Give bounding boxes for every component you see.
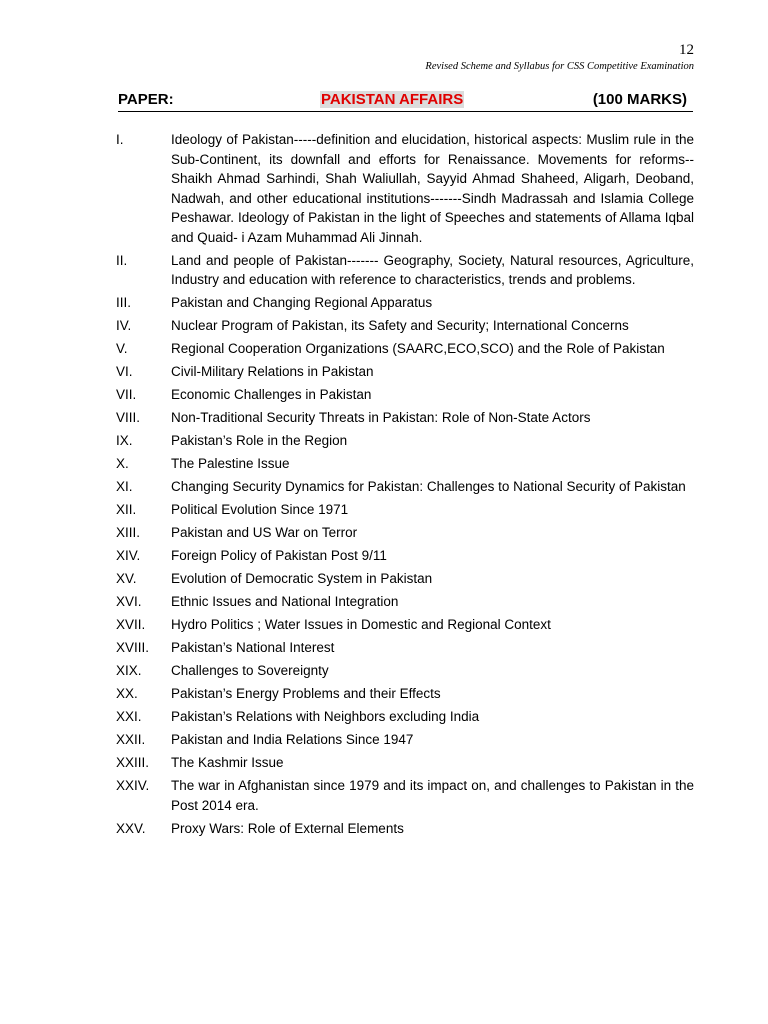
topic-text: Foreign Policy of Pakistan Post 9/11 bbox=[171, 548, 387, 563]
list-item bbox=[116, 477, 694, 497]
topic-text: Non-Traditional Security Threats in Pakistan: Role of Non-State Actors bbox=[171, 410, 591, 425]
topic-number: XVII. bbox=[116, 617, 146, 632]
topic-number: XIX. bbox=[116, 663, 142, 678]
list-item bbox=[116, 661, 694, 681]
topic-number: XXI. bbox=[116, 709, 142, 724]
paper-marks: (100 MARKS) bbox=[592, 91, 687, 108]
list-item bbox=[116, 707, 694, 727]
topic-text: Hydro Politics ; Water Issues in Domestic and Regional Context bbox=[171, 617, 551, 632]
paper-subject: PAKISTAN AFFAIRS bbox=[321, 91, 464, 108]
list-item bbox=[116, 500, 694, 520]
topic-text: Pakistan’s Energy Problems and their Effects bbox=[171, 686, 441, 701]
topic-text: The Palestine Issue bbox=[171, 456, 290, 471]
topic-text: Land and people of Pakistan------- Geography, Society, Natural resources, Agriculture, Industry and education with reference to characteristics, trends and problems. bbox=[171, 252, 694, 287]
topic-number: VIII. bbox=[116, 410, 141, 425]
list-item bbox=[116, 753, 694, 773]
list-item bbox=[116, 431, 694, 451]
topic-text: Ideology of Pakistan-----definition and elucidation, historical aspects: Muslim rule in the Sub-Continent, its downfall and efforts for Renaissance. Movements for reforms-- Shaikh Ahmad Sarhindi, Shah Waliullah, Sayyid Ahmad Shaheed, Aligarh, Deoband, Nadwah, and other educational institutions-------Sindh Madrassah and Islamia College Peshawar. Ideology of Pakistan in the light of Speeches and statements of Allama Iqbal and Quaid- i Azam Muhammad Ali Jinnah. bbox=[171, 132, 694, 245]
list-item bbox=[116, 251, 694, 290]
topic-number: XII. bbox=[116, 502, 137, 517]
running-header: Revised Scheme and Syllabus for CSS Competitive Examination bbox=[425, 61, 694, 72]
topic-number: XX. bbox=[116, 686, 138, 701]
list-item bbox=[116, 819, 694, 839]
topic-text: Pakistan’s Relations with Neighbors excluding India bbox=[171, 709, 480, 724]
topic-number: I. bbox=[116, 132, 124, 147]
topic-number: III. bbox=[116, 295, 132, 310]
topic-text: Political Evolution Since 1971 bbox=[171, 502, 349, 517]
page-number: 12 bbox=[679, 42, 694, 58]
list-item bbox=[116, 362, 694, 382]
topic-number: XIV. bbox=[116, 548, 141, 563]
list-item bbox=[116, 523, 694, 543]
list-item bbox=[116, 730, 694, 750]
list-item bbox=[116, 408, 694, 428]
paper-heading bbox=[118, 91, 693, 112]
list-item bbox=[116, 546, 694, 566]
list-item bbox=[116, 638, 694, 658]
topic-number: VII. bbox=[116, 387, 137, 402]
list-item bbox=[116, 569, 694, 589]
list-item bbox=[116, 592, 694, 612]
topic-text: Pakistan and India Relations Since 1947 bbox=[171, 732, 414, 747]
topic-number: XVI. bbox=[116, 594, 142, 609]
topic-number: IX. bbox=[116, 433, 133, 448]
topic-number: II. bbox=[116, 252, 128, 268]
list-item bbox=[116, 615, 694, 635]
topic-text: Economic Challenges in Pakistan bbox=[171, 387, 372, 402]
list-item bbox=[116, 776, 694, 815]
topic-number: XV. bbox=[116, 571, 137, 586]
list-item bbox=[116, 684, 694, 704]
topic-text: Proxy Wars: Role of External Elements bbox=[171, 820, 404, 836]
topic-number: XXIII. bbox=[116, 755, 150, 770]
topic-number: XI. bbox=[116, 479, 133, 494]
topic-text: Pakistan’s National Interest bbox=[171, 640, 335, 655]
topic-number: XVIII. bbox=[116, 640, 150, 655]
topic-number: V. bbox=[116, 341, 128, 356]
paper-label: PAPER: bbox=[118, 91, 174, 108]
topic-text: Civil-Military Relations in Pakistan bbox=[171, 364, 374, 379]
list-item bbox=[116, 339, 694, 359]
list-item bbox=[116, 293, 694, 313]
topic-number: XXII. bbox=[116, 732, 146, 747]
list-item bbox=[116, 454, 694, 474]
topic-number: XXIV. bbox=[116, 778, 150, 793]
list-item bbox=[116, 130, 694, 247]
topic-text: Pakistan’s Role in the Region bbox=[171, 433, 348, 448]
topic-number: IV. bbox=[116, 318, 132, 333]
topic-text: Evolution of Democratic System in Pakistan bbox=[171, 571, 433, 586]
topic-number: VI. bbox=[116, 364, 133, 379]
topic-number: XIII. bbox=[116, 525, 141, 540]
topic-text: Pakistan and US War on Terror bbox=[171, 525, 358, 540]
list-item bbox=[116, 316, 694, 336]
topic-text: Challenges to Sovereignty bbox=[171, 663, 329, 678]
topic-text: The war in Afghanistan since 1979 and its impact on, and challenges to Pakistan in the Post 2014 era. bbox=[171, 778, 694, 813]
topic-text: Ethnic Issues and National Integration bbox=[171, 594, 399, 609]
syllabus-topic-list bbox=[116, 130, 694, 842]
topic-text: Regional Cooperation Organizations (SAARC,ECO,SCO) and the Role of Pakistan bbox=[171, 341, 665, 356]
topic-text: The Kashmir Issue bbox=[171, 755, 284, 770]
topic-text: Changing Security Dynamics for Pakistan: Challenges to National Security of Pakistan bbox=[171, 479, 686, 494]
topic-text: Nuclear Program of Pakistan, its Safety and Security; International Concerns bbox=[171, 318, 629, 333]
topic-number: X. bbox=[116, 456, 129, 471]
topic-text: Pakistan and Changing Regional Apparatus bbox=[171, 295, 433, 310]
topic-number: XXV. bbox=[116, 820, 146, 836]
list-item bbox=[116, 385, 694, 405]
